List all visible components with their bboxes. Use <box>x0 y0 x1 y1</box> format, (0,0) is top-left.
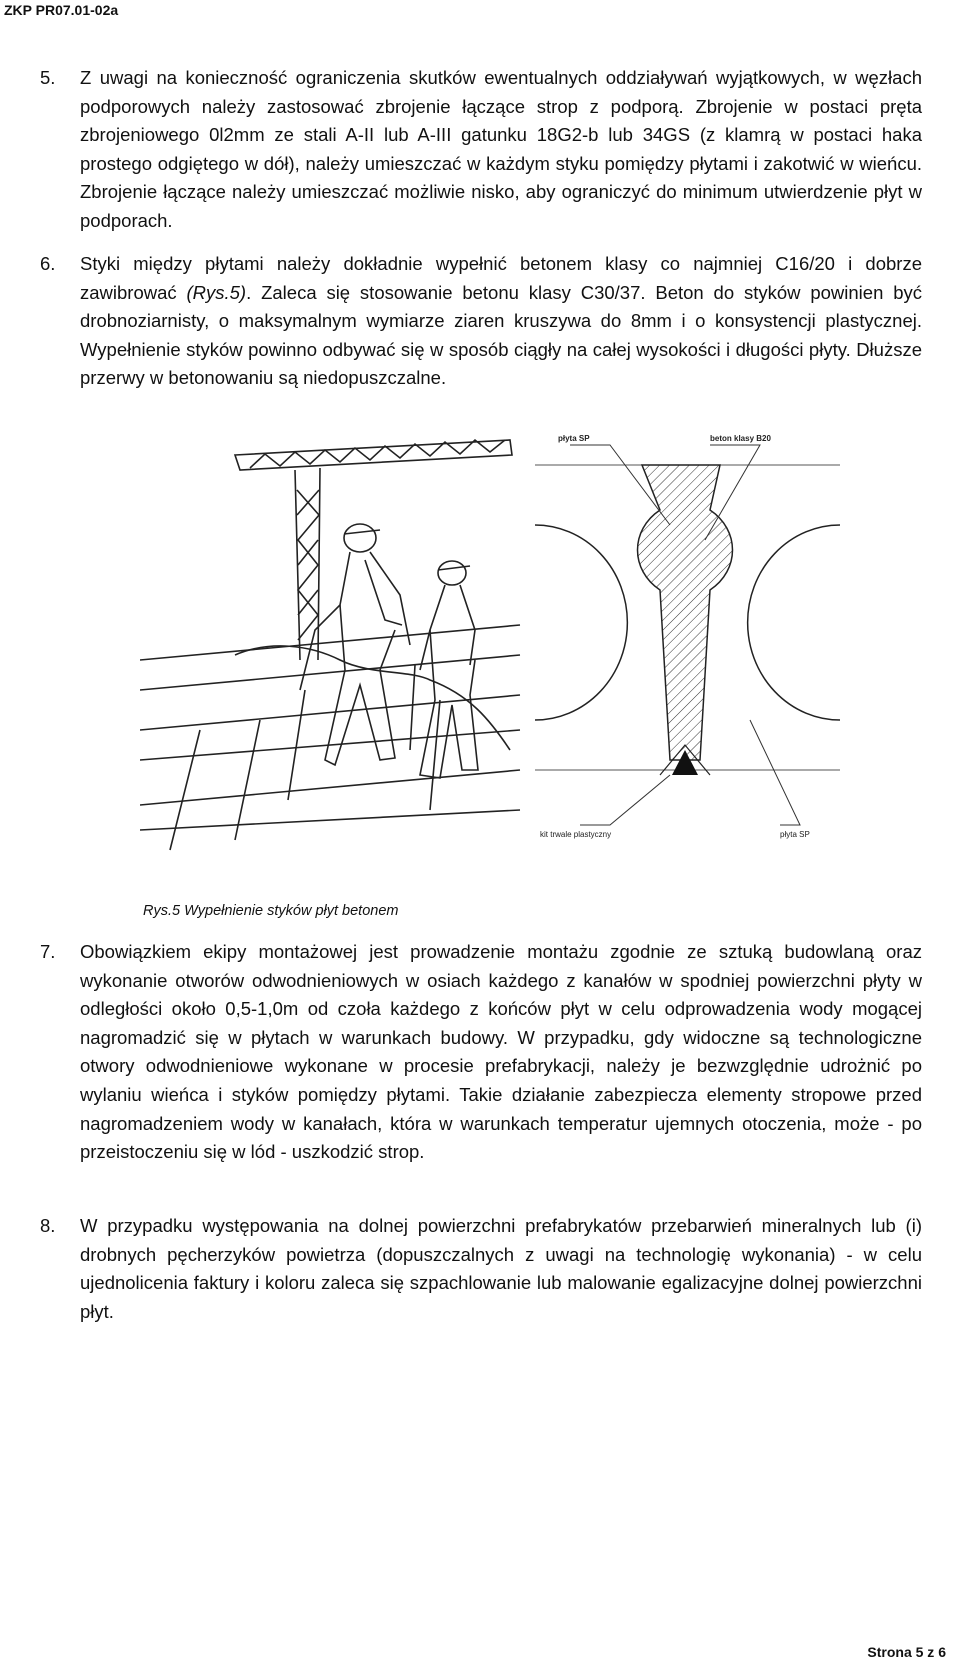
paragraph-6 <box>40 250 922 393</box>
figure-reference: (Rys.5) <box>186 281 247 303</box>
paragraph-7 <box>40 938 922 1167</box>
label-concrete: beton klasy B20 <box>710 434 771 443</box>
paragraph-text: W przypadku występowania na dolnej powierzchni prefabrykatów przebarwień mineralnych lub (i) drobnych pęcherzyków powietrza (dopuszczalnych z uwagi na technologię wykonania) - w celu ujednolicenia faktury i koloru zaleca się szpachlowanie lub malowanie egalizacyjne dolnej powierzchni płyt. <box>80 1215 922 1322</box>
construction-sketch <box>140 440 520 850</box>
paragraph-text: Obowiązkiem ekipy montażowej jest prowadzenie montażu zgodnie ze sztuką budowlaną oraz wykonanie otworów odwodnieniowych w osiach każdego z kanałów w spodniej powierzchni płyty w odległości około 0,5-1,0m od czoła każdego z końców płyt w celu odprowadzenia wody mogącej nagromadzić się w płytach w warunkach budowy. W przypadku, gdy widoczne są technologiczne otwory odwodnieniowe wykonane w procesie prefabrykacji, należy je bezwzględnie udrożnić po wylaniu wieńca i styków pomiędzy płytami. Takie działanie zabezpiecza elementy stropowe przed nagromadzeniem wody w kanałach, która w warunkach temperatur ujemnych otoczenia, może - po przeistoczeniu się w lód - uszkodzić strop. <box>80 941 922 1163</box>
joint-section-drawing <box>535 434 840 839</box>
paragraph-number: 6. <box>40 253 56 274</box>
caption-text: Wypełnienie styków płyt betonem <box>180 903 399 919</box>
label-sealant: kit trwale plastyczny <box>540 830 612 839</box>
label-slab-bottom: płyta SP <box>780 830 810 839</box>
figure-joint-filling <box>140 430 880 920</box>
label-slab-top: płyta SP <box>558 434 590 443</box>
paragraph-5 <box>40 64 922 236</box>
paragraph-text-part: . Zaleca się stosowanie betonu klasy C30/37. Beton do styków powinien być drobnoziarnisty, o maksymalnym wymiarze ziaren kruszywa do 8mm i o konsystencji plastycznej. Wypełnienie styków powinno odbywać się w sposób ciągły na całej wysokości i długości płyty. Dłuższe przerwy w betonowaniu są niedopuszczalne. <box>80 281 922 389</box>
caption-ref: Rys.5 <box>143 903 181 919</box>
paragraph-8 <box>40 1212 922 1326</box>
document-code: ZKP PR07.01-02a <box>4 2 119 18</box>
figure-caption <box>143 903 398 919</box>
paragraph-number: 7. <box>40 941 56 962</box>
paragraph-number: 5. <box>40 67 56 88</box>
paragraph-text-part: Styki między płytami należy dokładnie wypełnić betonem klasy co najmniej C16/20 i dobrze zawibrować <box>80 253 922 303</box>
page-number: Strona 5 z 6 <box>867 1644 946 1660</box>
figure-illustration <box>140 430 880 920</box>
paragraph-text: Z uwagi na konieczność ograniczenia skutków ewentualnych oddziaływań wyjątkowych, w węzłach podporowych należy zastosować zbrojenie łączące strop z podporą. Zbrojenie w postaci pręta zbrojeniowego 0l2mm ze stali A-II lub A-III gatunku 18G2-b lub 34GS (z klamrą w postaci haka prostego odgiętego w dół), należy umieszczać w każdym styku pomiędzy płytami i zakotwić w wieńcu. Zbrojenie łączące należy umieszczać możliwie nisko, aby ograniczyć do minimum utwierdzenie płyt w podporach. <box>80 67 922 231</box>
paragraph-number: 8. <box>40 1215 56 1236</box>
paragraph-text <box>80 250 922 393</box>
